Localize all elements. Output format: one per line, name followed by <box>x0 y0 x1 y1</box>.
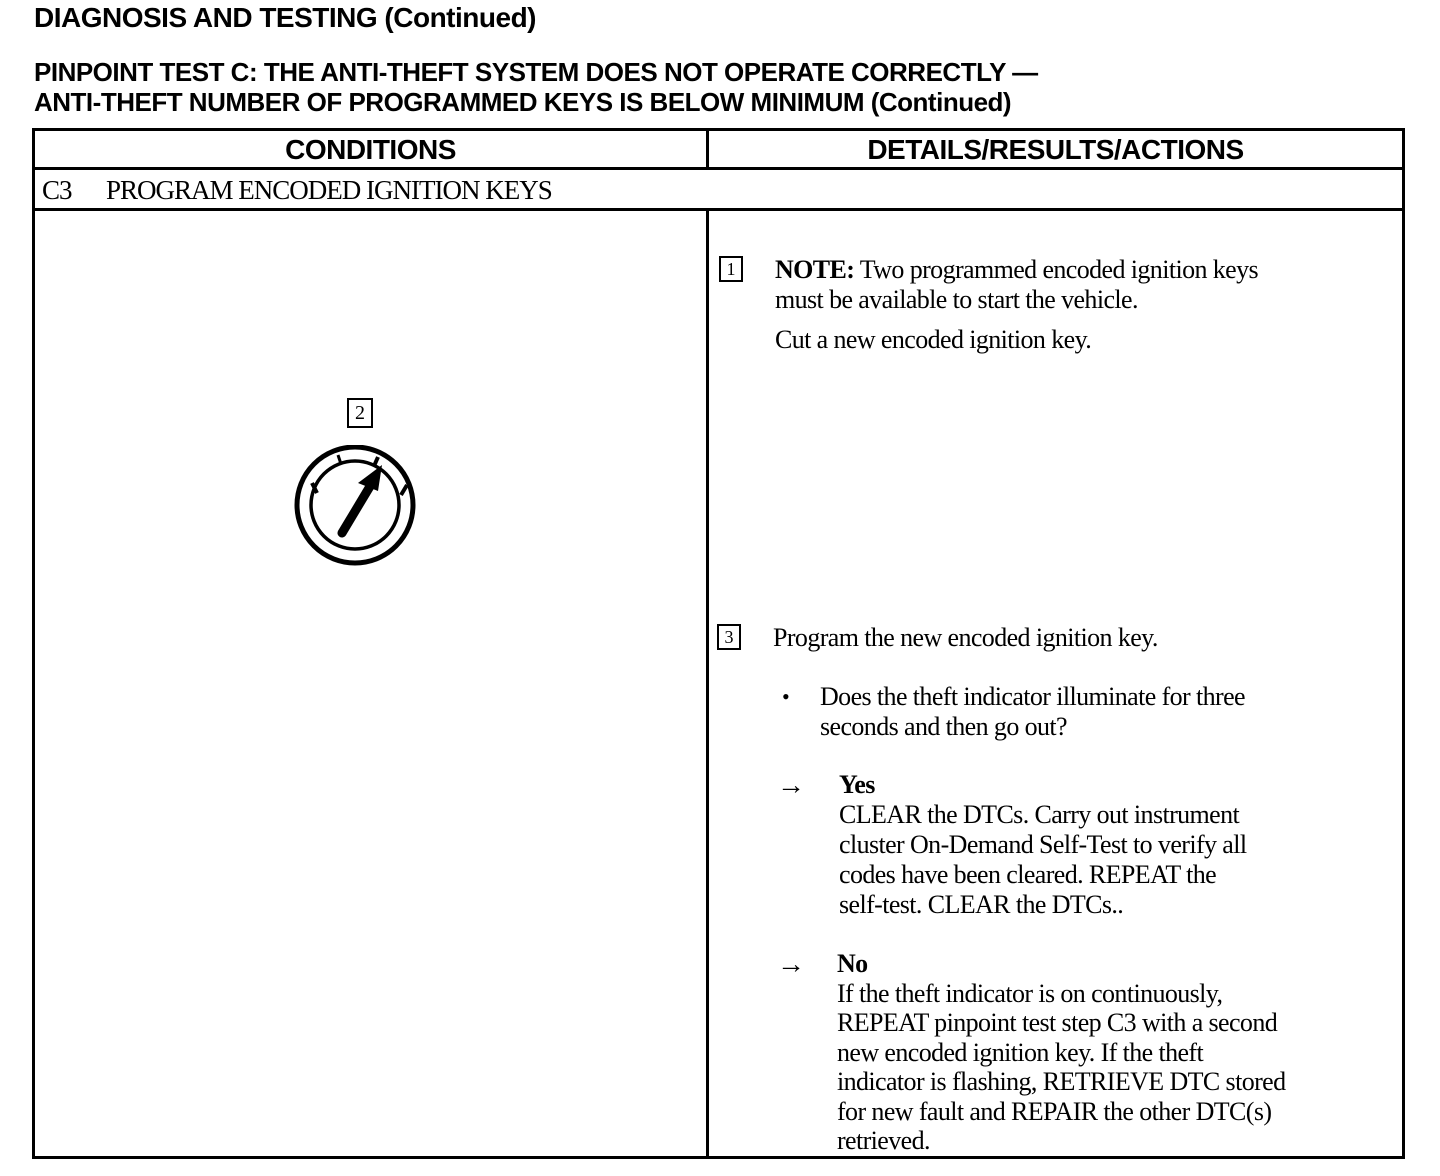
yes-line: self-test. CLEAR the DTCs.. <box>839 890 1124 919</box>
yes-line: cluster On-Demand Self-Test to verify all <box>839 830 1247 859</box>
step-1-instruction: Cut a new encoded ignition key. <box>775 325 1092 354</box>
no-line: new encoded ignition key. If the theft <box>837 1037 1204 1067</box>
yes-result <box>839 770 1247 920</box>
yes-line: CLEAR the DTCs. Carry out instrument <box>839 800 1240 829</box>
note-label: NOTE: <box>775 255 855 284</box>
bullet-icon: • <box>782 684 790 709</box>
step-3-question <box>820 682 1245 742</box>
figure-callout-2: 2 <box>347 398 373 428</box>
no-line: indicator is flashing, RETRIEVE DTC stored <box>837 1067 1286 1096</box>
step-3-instruction: Program the new encoded ignition key. <box>773 623 1158 652</box>
note-text-b: must be available to start the vehicle. <box>775 285 1138 314</box>
pinpoint-test-title <box>34 57 1038 117</box>
step-row-divider <box>32 208 1405 211</box>
yes-arrow-icon: → <box>777 770 805 801</box>
no-label: No <box>837 949 868 978</box>
no-arrow-icon: → <box>777 949 805 980</box>
step-code: C3 <box>42 175 72 205</box>
column-divider-main <box>706 208 709 1159</box>
test-title-line-2: ANTI-THEFT NUMBER OF PROGRAMMED KEYS IS BELOW MINIMUM (Continued) <box>34 87 1012 117</box>
step-title: PROGRAM ENCODED IGNITION KEYS <box>106 175 552 205</box>
question-line-1: Does the theft indicator illuminate for three <box>820 682 1245 711</box>
question-line-2: seconds and then go out? <box>820 712 1067 741</box>
test-title-line-1: PINPOINT TEST C: THE ANTI-THEFT SYSTEM DOES NOT OPERATE CORRECTLY — <box>34 57 1038 87</box>
yes-label: Yes <box>839 770 875 799</box>
conditions-header: CONDITIONS <box>285 134 456 165</box>
no-line: If the theft indicator is on continuously, <box>837 978 1223 1008</box>
yes-line: codes have been cleared. REPEAT the <box>839 860 1217 889</box>
no-line: for new fault and REPAIR the other DTC(s) <box>837 1096 1272 1126</box>
section-title: DIAGNOSIS AND TESTING (Continued) <box>34 2 536 33</box>
step-1-note <box>775 255 1258 315</box>
step-title-row <box>42 172 552 208</box>
step-number-3: 3 <box>717 624 741 650</box>
details-header: DETAILS/RESULTS/ACTIONS <box>867 134 1244 165</box>
step-number-1: 1 <box>719 256 743 282</box>
no-result <box>837 949 1286 1156</box>
note-text-a: Two programmed encoded ignition keys <box>854 255 1259 284</box>
no-line: REPEAT pinpoint test step C3 with a second <box>837 1008 1278 1037</box>
ignition-switch-icon <box>290 445 430 569</box>
no-line: retrieved. <box>837 1126 930 1155</box>
